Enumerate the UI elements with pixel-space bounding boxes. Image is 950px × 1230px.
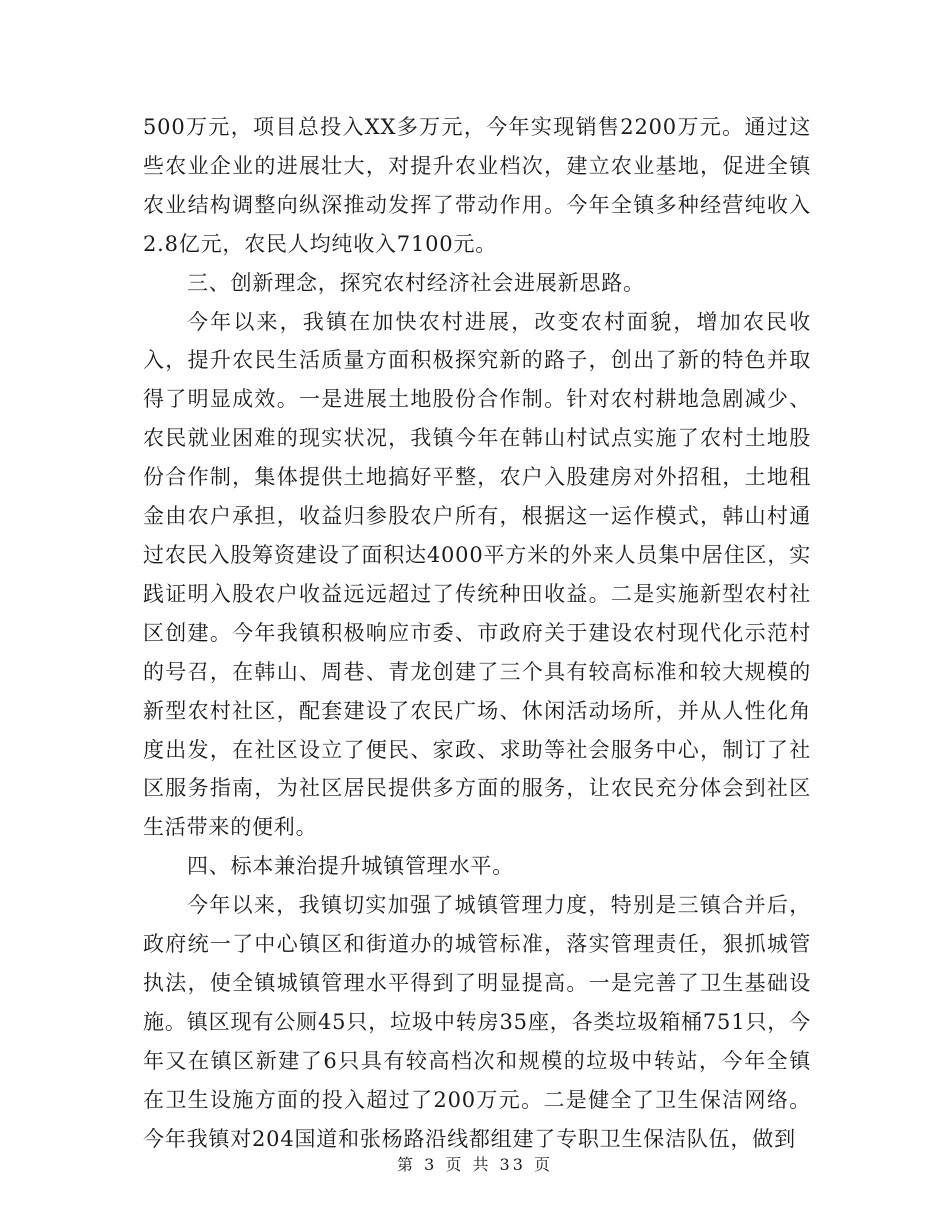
section-heading-3: 三、创新理念，探究农村经济社会进展新思路。 (187, 270, 645, 295)
paragraph-3: 今年以来，我镇在加快农村进展，改变农村面貌，增加农民收入，提升农民生活质量方面积极探究新的路子，创出了新的特色并取得了明显成效。一是进展土地股份合作制。针对农村耕地急剧减少、农民就业困难的现实状况，我镇今年在韩山村试点实施了农村土地股份合作制，集体提供土地搞好平整，农户入股建房对外招租，土地租金由农户承担，收益归参股农户所有，根据这一运作模式，韩山村通过农民入股筹资建设了面积达4000平方米的外来人员集中居住区，实践证明入股农户收益远远超过了传统种田收益。二是实施新型农村社区创建。今年我镇积极响应市委、市政府关于建设农村现代化示范村的号召，在韩山、周巷、青龙创建了三个具有较高标准和较大规模的新型农村社区，配套建设了农民广场、休闲活动场所，并从人性化角度出发，在社区设立了便民、家政、求助等社会服务中心，制订了社区服务指南，为社区居民提供多方面的服务，让农民充分体会到社区生活带来的便利。 (143, 309, 811, 840)
paragraph-1: 500万元，项目总投入XX多万元，今年实现销售2200万元。通过这些农业企业的进展壮大，对提升农业档次，建立农业基地，促进全镇农业结构调整向纵深推动发挥了带动作用。今年全镇多种经营纯收入2.8亿元，农民人均纯收入7100元。 (143, 115, 811, 256)
section-heading-4: 四、标本兼治提升城镇管理水平。 (187, 854, 514, 879)
paragraph-5: 今年以来，我镇切实加强了城镇管理力度，特别是三镇合并后，政府统一了中心镇区和街道办的城管标准，落实管理责任，狠抓城管执法，使全镇城镇管理水平得到了明显提高。一是完善了卫生基础设施。镇区现有公厕45只，垃圾中转房35座，各类垃圾箱桶751只，今年又在镇区新建了6只具有较高档次和规模的垃圾中转站，今年全镇在卫生设施方面的投入超过了200万元。二是健全了卫生保洁网络。今年我镇对204国道和张杨路沿线都组建了专职卫生保洁队伍，做到 (143, 893, 811, 1151)
document-body (143, 108, 811, 1158)
page-number-footer: 第 3 页 共 33 页 (397, 1155, 553, 1174)
